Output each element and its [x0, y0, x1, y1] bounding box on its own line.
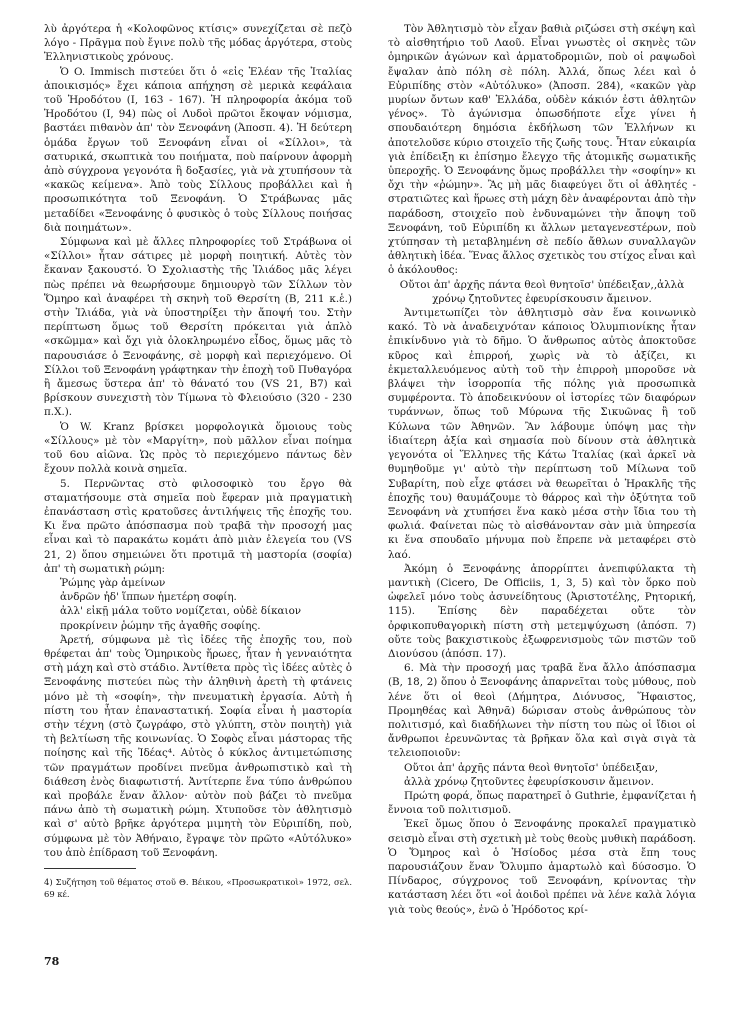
right-column — [388, 22, 696, 917]
section-5-paragraph: 5. Περνῶντας στὸ φιλοσοφικὸ του ἔργο θὰ σταματήσουμε στὰ σημεῖα ποὺ ἔφεραν μιὰ πραγματικὴ ἐπανάσταση στὶς κρατοῦσες ἀντιλήψεις τῆς ἐποχῆς του. Κι ἕνα πρῶτο ἀπόσπασμα ποὺ τραβᾶ τὴν προσοχή μας εἶναι καὶ τὸ παρακάτω κομάτι ἀπὸ μιὰν ἐλεγεία του (VS 21, 2) ὅπου σημειώνει ὅτι προτιμᾶ τὴ μαστορία (σοφία) ἀπ' τὴ σωματικὴ ρώμη: — [44, 477, 352, 575]
verse-line: ἀλλὰ χρόνῳ ζητοῦντες ἐφευρίσκουσιν ἄμεινον. — [404, 775, 654, 788]
paragraph: Τὸν Ἀθλητισμὸ τὸν εἶχαν βαθιὰ ριζώσει στὴ σκέψη καὶ τὸ αἰσθητήριο τοῦ Λαοῦ. Εἶναι γνωστὲς οἱ σκηνὲς τῶν ὁμηρικῶν ἀγώνων καὶ ἁρματοδρομιῶν, ποὺ οἱ ραψωδοὶ ἔψαλαν ἀπὸ πόλη σὲ πόλη. Ἀλλά, ὅπως λέει καὶ ὁ Εὐριπίδης στὸν «Αὐτόλυκο» (Ἀποσπ. 284), «κακῶν γὰρ μυρίων ὄντων καθ' Ἑλλάδα, οὐδὲν κάκιόν ἐστι ἀθλητῶν γένος». Τὸ ἀγώνισμα ὁπωσδήποτε εἶχε γίνει ἡ σπουδαιότερη δημόσια ἐκδήλωση τῶν Ἑλλήνων κι ἀποτελοῦσε κύριο στοιχεῖο τῆς ζωῆς τους. Ἦταν εὐκαιρία γιὰ ἐπίδειξη κι ἐπίσημο ἔλεγχο τῆς ἀτομικῆς σωματικῆς ὑπεροχῆς. Ὁ Ξενοφάνης ὅμως προβάλλει τὴν «σοφίην» κι ὄχι τὴν «ῥώμην». Ἂς μὴ μᾶς διαφεύγει ὅτι οἱ ἀθλητές - στρατιῶτες καὶ ἥρωες στὴ μάχη δὲν ἀναφέρονται ἀπὸ τὴν παράδοση, στοιχεῖο ποὺ ἐνδυναμώνει τὴν ἄποψη τοῦ Ξενοφάνη, τοῦ Εὐριπίδη κι ἄλλων μεταγενεστέρων, ποὺ χτύπησαν τὴ μεταβλημένη σὲ πεδίο ἄθλων συναλλαγῶν ἀθλητικὴ ἰδέα. Ἕνας ἄλλος σχετικὸς του στίχος εἶναι καὶ ὁ ἀκόλουθος: — [388, 23, 696, 277]
paragraph: Ἀκόμη ὁ Ξενοφάνης ἀπορρίπτει ἀνεπιφύλακτα τὴ μαντικὴ (Cicero, De Officiis, 1, 3, 5) καὶ τὸν ὅρκο ποὺ ὠφελεῖ μόνο τοὺς ἀσυνείδητους (Ἀριστοτέλης, Ρητορική, 115). Ἐπίσης δὲν παραδέχεται οὔτε τὸν ὀρφικοπυθαγορικὴ πίστη στὴ μετεμψύχωση (ἀπόσπ. 7) οὔτε τοὺς βακχιστικοὺς ἐξωφρενισμοὺς τῶν πιστῶν τοῦ Διονύσου (ἀπόσπ. 17). — [388, 562, 696, 660]
paragraph: λὺ ἀργότερα ἡ «Κολοφῶνος κτίσις» συνεχίζεται σὲ πεζὸ λόγο - Πρᾶγμα ποὺ ἔγινε πολὺ τῆς μόδας ἀργότερα, στοὺς Ἑλληνιστικοὺς χρόνους. — [44, 23, 352, 64]
page-number: 78 — [44, 955, 60, 968]
verse-line: ἀνδρῶν ἠδ' ἵππων ἡμετέρη σοφίη. — [60, 591, 237, 604]
verse-quotation — [388, 761, 696, 789]
verse-quotation: Οὔτοι ἀπ' ἀρχῆς πάντα θεοὶ θνητοῖσ' ὑπέδειξαν,,ἀλλὰ χρόνῳ ζητοῦντες ἐφευρίσκουσιν ἄμεινον. — [399, 278, 685, 305]
footnote-divider — [44, 868, 136, 869]
paragraph: Πρώτη φορά, ὅπως παρατηρεῖ ὁ Guthrie, ἐμφανίζεται ἡ ἔννοια τοῦ πολιτισμοῦ. — [388, 789, 696, 817]
verse-line: Οὔτοι ἀπ' ἀρχῆς πάντα θεοὶ θνητοῖσ' ὑπέδειξαν, — [404, 761, 659, 774]
paragraph: Ὁ W. Kranz βρίσκει μορφολογικὰ ὅμοιους τοὺς «Σίλλους» μὲ τὸν «Μαργίτη», ποὺ μᾶλλον εἶναι ποίημα τοῦ 6ου αἰῶνα. Ὡς πρὸς τὸ περιεχόμενο πάντως δὲν ἔχουν πολλὰ κοινὰ σημεῖα. — [44, 420, 352, 476]
paragraph: Ἀντιμετωπίζει τὸν ἀθλητισμὸ σὰν ἕνα κοινωνικὸ κακό. Τὸ νὰ ἀναδειχνόταν κάποιος Ὀλυμπιονίκης ἦταν ἐπικίνδυνο γιὰ τὸ δῆμο. Ὁ ἄνθρωπος αὐτὸς ἀποκτοῦσε κῦρος καὶ ἐπιρροή, χωρὶς νὰ τὸ ἀξίζει, κι ἐκμεταλλευόμενος αὐτὴ τοῦ τὴν ἐπιρροὴ μποροῦσε νὰ βλάψει τὴν ἰσορροπία τῆς πόλης γιὰ προσωπικὰ συμφέροντα. Τὸ ἀποδεικνύουν οἱ ἱστορίες τῶν διαφόρων τυράννων, ὅπως τοῦ Μύρωνα τῆς Σικυῶνας ἢ τοῦ Κύλωνα τῶν Ἀθηνῶν. Ἂν λάβουμε ὑπόψη μας τὴν ἰδιαίτερη ἀξία καὶ σημασία ποὺ δίνουν στὰ ἀθλητικὰ γεγονότα οἱ Ἕλληνες τῆς Κάτω Ἰταλίας (καὶ ἀρκεῖ νὰ θυμηθοῦμε γι' αὐτὸ τὴν περίπτωση τοῦ Μίλωνα τοῦ Συβαρίτη, ποὺ εἶχε φτάσει νὰ θεωρεῖται ὁ Ἡρακλῆς τῆς ἐποχῆς του) θαυμάζουμε τὸ θάρρος καὶ τὴν ὀξύτητα τοῦ Ξενοφάνη νὰ χτυπήσει ἕνα κακὸ μέσα στὴν ἴδια του τὴ φωλιά. Φαίνεται πὼς τὸ αἰσθάνονταν σὰν μιὰ ὑπηρεσία κι ἕνα σπουδαῖο μήνυμα ποὺ ἔπρεπε νὰ μεταφέρει στὸ λαό. — [388, 307, 696, 561]
paragraph: Σύμφωνα καὶ μὲ ἄλλες πληροφορίες τοῦ Στράβωνα οἱ «Σίλλοι» ἦταν σάτιρες μὲ μορφὴ ποιητική. Αὐτὲς τὸν ἔκαναν ξακουστό. Ὁ Σχολιαστὴς τῆς Ἰλιάδος μᾶς λέγει πὼς πρέπει νὰ θεωρήσουμε δημιουργὸ τῶν Σίλλων τὸν Ὅμηρο καὶ ἀναφέρει τὴ σκηνὴ τοῦ Θερσίτη (Β, 211 κ.ἑ.) στὴν Ἰλιάδα, γιὰ νὰ ὑποστηρίξει τὴν ἄποψή του. Στὴν περίπτωση ὅμως τοῦ Θερσίτη πρόκειται γιὰ ἁπλὸ «σκῶμμα» καὶ ὄχι γιὰ ὁλοκληρωμένο εἶδος, ὅμως μᾶς τὸ παρουσιάσε ὁ Ξενοφάνης, σὲ μορφὴ καὶ περιεχόμενο. Οἱ Σίλλοι τοῦ Ξενοφάνη γράφτηκαν τὴν ἐποχὴ τοῦ Πυθαγόρα ἢ ἄμεσως ὕστερα ἀπ' τὸ θάνατό του (VS 21, B7) καὶ βρίσκουν συνεχιστὴ τὸν Τίμωνα τὸ Φλειούσιο (320 - 230 π.Χ.). — [44, 236, 352, 419]
footnote: 4) Συζήτηση τοῦ θέματος στοῦ Θ. Βέικου, «Προσωκρατικοὶ» 1972, σελ. 69 κέ. — [44, 877, 352, 899]
paragraph: Ἐκεῖ ὅμως ὅπου ὁ Ξενοφάνης προκαλεῖ πραγματικὸ σεισμὸ εἶναι στὴ σχετικὴ μὲ τοὺς θεοὺς μυθικὴ παράδοση. Ὁ Ὅμηρος καὶ ὁ Ἡσίοδος μέσα στὰ ἔπη τους παρουσιάζουν ἕναν Ὄλυμπο ἁμαρτωλὸ καὶ δύσοσμο. Ὁ Πίνδαρος, σύγχρονος τοῦ Ξενοφάνη, κρίνοντας τὴν κατάσταση λέει ὅτι «οἱ ἀοιδοὶ πρέπει νὰ λένε καλὰ λόγια γιὰ τοὺς θεούς», ἐνῶ ὁ Ἡρόδοτος κρί- — [388, 818, 696, 916]
verse-line: προκρίνειν ῥώμην τῆς ἀγαθῆς σοφίης. — [60, 619, 261, 632]
paragraph: Ὁ O. Immisch πιστεύει ὅτι ὁ «εἰς Ἐλέαν τῆς Ἰταλίας ἀποικισμός» ἔχει κάποια απήχηση σὲ μερικὰ κεφάλαια τοῦ Ἡροδότου (I, 163 - 167). Ἡ πληροφορία ἀκόμα τοῦ Ἡροδότου (I, 94) πὼς οἱ Λυδοὶ πρῶτοι ἔκοψαν νόμισμα, βαστάει πιθανὸν ἀπ' τὸν Ξενοφάνη (Ἀποσπ. 4). Ἡ δεύτερη ὁμάδα ἔργων τοῦ Ξενοφάνη εἶναι οἱ «Σίλλοι», τὰ σατυρικά, σκωπτικὰ του ποιήματα, ποὺ παίρνουν ἀφορμὴ ἀπὸ σύγχρονα γεγονότα ἢ δοξασίες, γιὰ νὰ χτυπήσουν τὰ «κακῶς κείμενα». Ἀπὸ τοὺς Σίλλους προβάλλει καὶ ἡ προσωπικότητα τοῦ Ξενοφάνη. Ὁ Στράβωνας μᾶς μεταδίδει «Ξενοφάνης ὁ φυσικὸς ὁ τοὺς Σίλλους ποιήσας διὰ ποιημάτων». — [44, 65, 352, 234]
left-column — [44, 22, 352, 860]
verse-line: Ῥώμης γὰρ ἀμείνων — [60, 576, 166, 589]
verse-line: ἀλλ' εἰκῇ μάλα τοῦτο νομίζεται, οὐδὲ δίκαιον — [60, 605, 302, 618]
section-6-paragraph: 6. Μὰ τὴν προσοχή μας τραβᾶ ἕνα ἄλλο ἀπόσπασμα (Β, 18, 2) ὅπου ὁ Ξενοφάνης ἀπαρνεῖται τοὺς μύθους, ποὺ λένε ὅτι οἱ θεοὶ (Δήμητρα, Διόνυσος, Ἥφαιστος, Προμηθέας καὶ Ἀθηνᾶ) δώρισαν στοὺς ἀνθρώπους τὸν πολιτισμό, καὶ διαδήλωνει τὴν πίστη του πὼς οἱ ἴδιοι οἱ ἄνθρωποι ἐρευνῶντας τὰ βρῆκαν ὅλα καὶ σιγὰ σιγὰ τὰ τελειοποιοῦν: — [388, 662, 696, 760]
paragraph: Ἀρετή, σύμφωνα μὲ τὶς ἰδέες τῆς ἐποχῆς του, ποὺ θρέφεται ἀπ' τοὺς Ὁμηρικοὺς ἥρωες, ἦταν ἡ γενναιότητα στὴ μάχη καὶ στὸ στάδιο. Ἀντίθετα πρὸς τὶς ἰδέες αὐτὲς ὁ Ξενοφάνης πιστεύει πὼς τὴν ἀληθινὴ ἀρετὴ τὴ φτάνεις μόνο μὲ τὴ «σοφίη», τὴν πνευματικὴ ἐργασία. Αὐτὴ ἡ πίστη του ἦταν ἐπαναστατική. Σοφία εἶναι ἡ μαστορία στὴν τέχνη (στὸ ζωγράφο, στὸ γλύπτη, στὸν ποιητὴ) γιὰ τὴ βελτίωση τῆς κοινωνίας. Ὁ Σοφὸς εἶναι μάστορας τῆς ποίησης καὶ τῆς Ἰδέας⁴. Αὐτὸς ὁ κύκλος ἀντιμετώπισης τῶν πραγμάτων προδίνει πνεῦμα ἀνθρωπιστικὸ καὶ τὴ διάθεση ἑνὸς διαφωτιστή. Ἀντίτερπε ἕνα τύπο ἀνθρώπου καὶ προβάλε ἕναν ἄλλον· αὐτὸν ποὺ βάζει τὸ πνεῦμα πάνω ἀπὸ τὴ σωματικὴ ρώμη. Χτυποῦσε τὸν ἀθλητισμὸ καὶ σ' αὐτὸ βρῆκε ἀργότερα μιμητὴ τὸν Εὐριπίδη, ποὺ, σύμφωνα μὲ τὸν Ἀθήναιο, ἔγραψε τὸν πρῶτο «Αὐτόλυκο» του ἀπὸ ἐπίδραση τοῦ Ξενοφάνη. — [44, 633, 352, 859]
verse-quotation — [44, 576, 352, 633]
